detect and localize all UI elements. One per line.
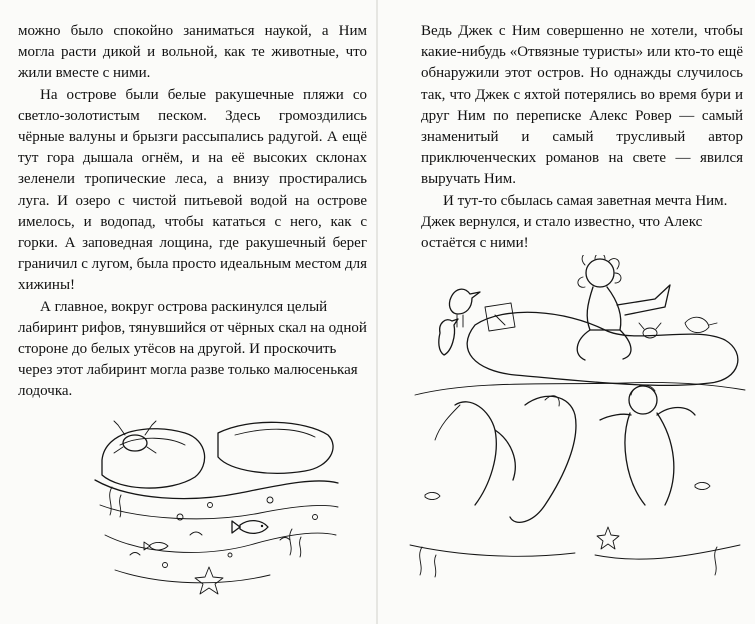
left-paragraph-2: На острове были белые ракушечные пляжи со светло-золотистым песком. Здесь громоздились чёрные валуны и брызги рассыпались радугой. А ещё тут гора дышала огнём, и на её высоких склонах зеленели тропические леса, а внизу простирались луга. И озеро с чистой питьевой водой на острове имелось, и водопад, чтобы кататься с него, как с горки. А заповедная лощина, где ракушечный берег граничил с лугом, была просто идеальным местом для хижины! — [18, 86, 367, 294]
left-paragraph-1: можно было спокойно заниматься наукой, а Ним могла расти дикой и вольной, как те животные, что жили вместе с ними. — [18, 23, 367, 82]
shoreline — [95, 480, 338, 499]
fish-icon — [232, 521, 268, 534]
small-fish-icons — [425, 482, 710, 499]
swimmer-left — [435, 402, 515, 505]
island-scene-illustration — [395, 255, 750, 605]
seagull-icon — [449, 289, 480, 327]
main-rock — [467, 312, 738, 385]
seaweed-icon — [420, 547, 717, 577]
reef-illustration — [90, 405, 340, 600]
turtle-icon — [685, 317, 717, 332]
right-page-text — [421, 21, 743, 254]
left-boulder — [102, 429, 205, 488]
girl-with-laptop — [577, 255, 670, 360]
starfish-icon — [597, 527, 619, 549]
swimmer-right — [600, 385, 695, 505]
crab-icon — [114, 421, 156, 453]
left-page-text — [18, 21, 367, 403]
bird-icon — [439, 319, 458, 355]
right-paragraph-1: Ведь Джек с Ним совершенно не хотели, чтобы какие-нибудь «Отвязные туристы» или кто-то ещё обнаружили этот остров. Но однажды случилось так, что Джек с яхтой потерялись во время бури и друг Ним по переписке Алекс Ровер — самый знаменитый и самый трусливый автор приключенческих романов на свете — явился выручать Ним. — [421, 23, 743, 188]
seal-icon — [510, 396, 576, 523]
left-paragraph-3: А главное, вокруг острова раскинулся целый лабиринт рифов, тянувшийся от чёрных скал на одной стороне до белых утёсов на другой. И проскочить через этот лабиринт могла разве только малюсенькая лодочка. — [18, 298, 367, 400]
starfish-icon — [195, 567, 223, 594]
right-paragraph-2: И тут-то сбылась самая заветная мечта Ним. Джек вернулся, и стало известно, что Алекс остаётся с ними! — [421, 192, 728, 252]
right-boulder — [218, 422, 333, 473]
easel-icon — [485, 303, 515, 331]
water-ripples — [410, 382, 745, 559]
